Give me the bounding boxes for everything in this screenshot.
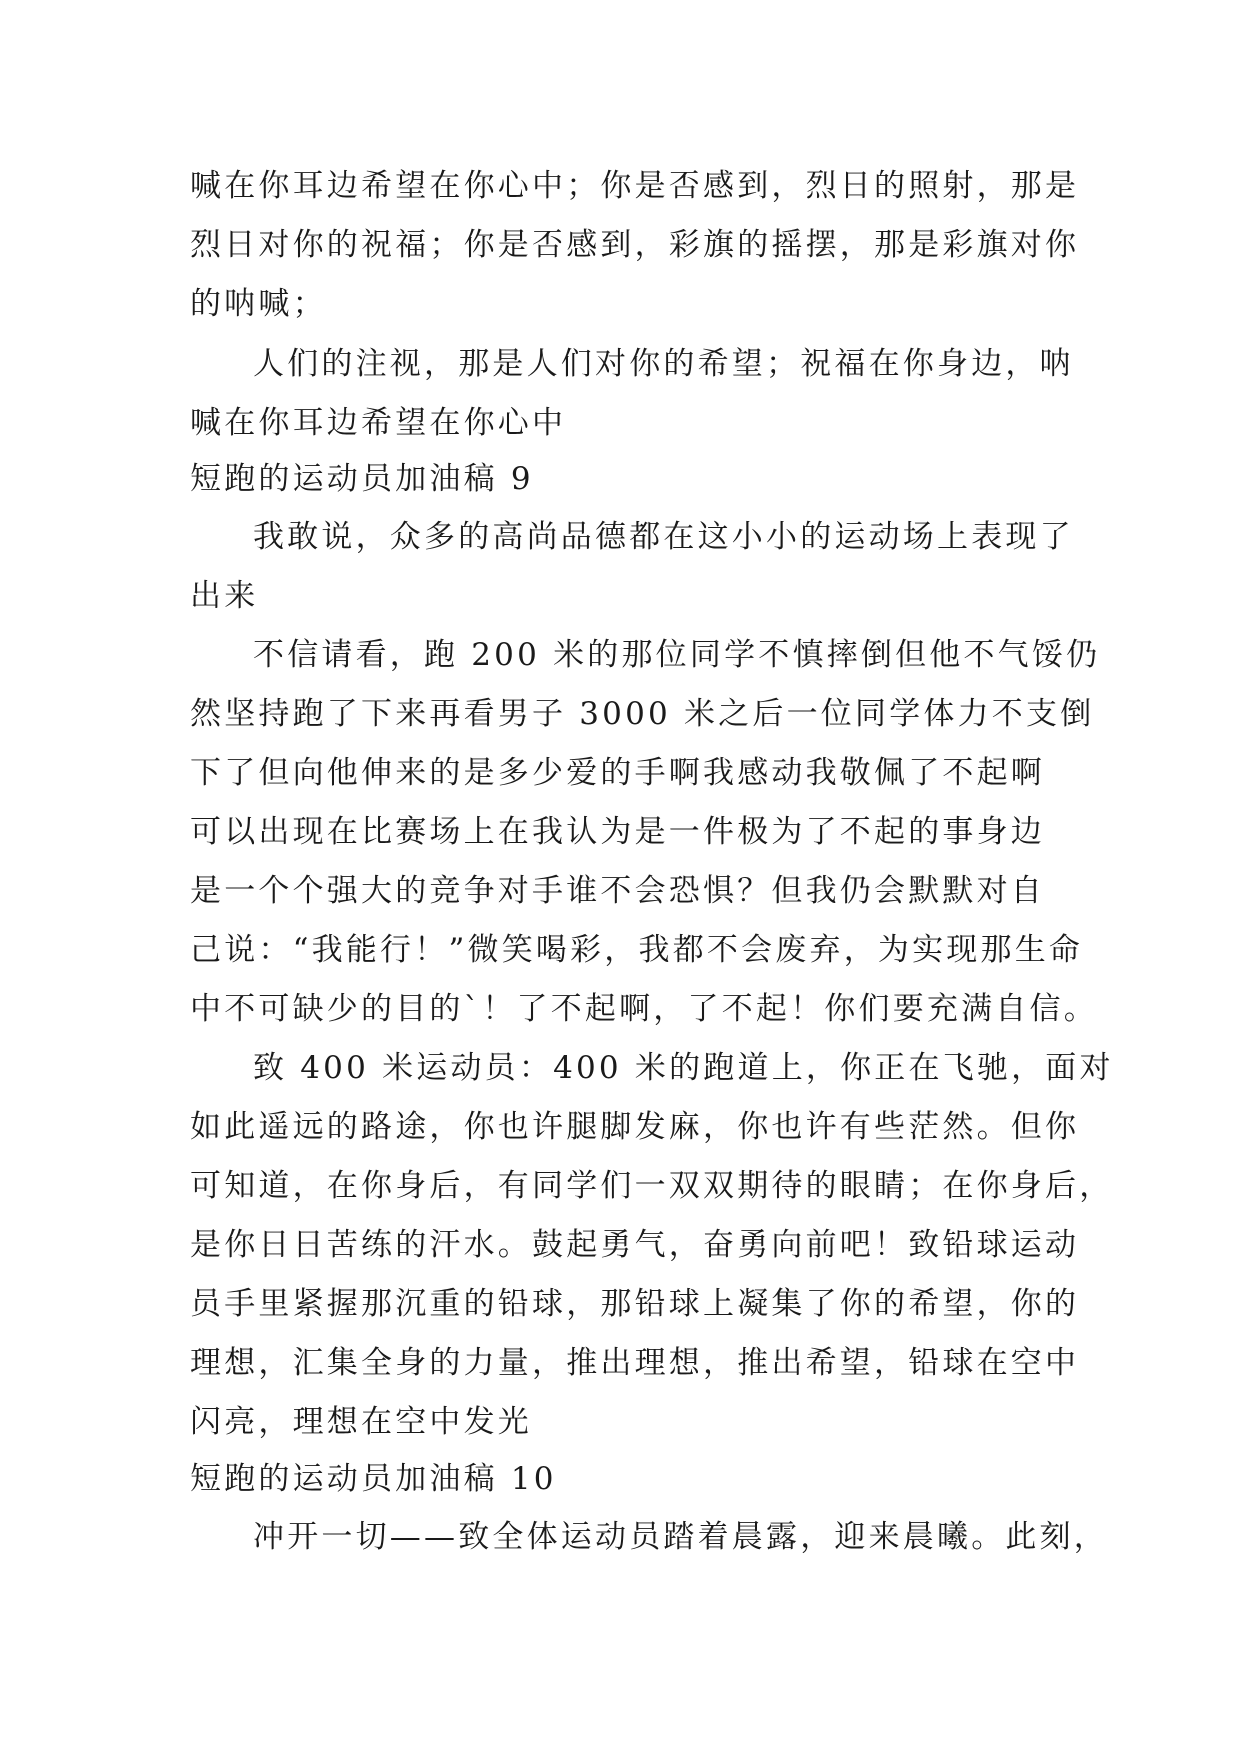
text-line: 中不可缺少的目的`！了不起啊，了不起！你们要充满自信。: [190, 991, 1098, 1027]
text-line: 可知道，在你身后，有同学们一双双期待的眼睛；在你身后，: [190, 1168, 1114, 1204]
section-heading: 短跑的运动员加油稿 10: [190, 1461, 557, 1497]
section-heading: 短跑的运动员加油稿 9: [190, 461, 534, 497]
text-line: 员手里紧握那沉重的铅球，那铅球上凝集了你的希望，你的: [190, 1286, 1080, 1322]
text-line: 闪亮，理想在空中发光: [190, 1404, 532, 1440]
text-line: 的呐喊；: [190, 286, 327, 322]
text-line: 是一个个强大的竞争对手谁不会恐惧？但我仍会默默对自: [190, 873, 1045, 909]
text-line: 烈日对你的祝福；你是否感到，彩旗的摇摆，那是彩旗对你: [190, 227, 1080, 263]
text-line: 己说：“我能行！”微笑喝彩，我都不会废弃，为实现那生命: [190, 932, 1084, 968]
text-line: 冲开一切——致全体运动员踏着晨露，迎来晨曦。此刻，: [253, 1519, 1108, 1555]
text-line: 下了但向他伸来的是多少爱的手啊我感动我敬佩了不起啊: [190, 755, 1045, 791]
text-line: 人们的注视，那是人们对你的希望；祝福在你身边，呐: [253, 346, 1074, 382]
text-line: 不信请看，跑 200 米的那位同学不慎摔倒但他不气馁仍: [253, 637, 1101, 673]
text-line: 如此遥远的路途，你也许腿脚发麻，你也许有些茫然。但你: [190, 1109, 1080, 1145]
text-line: 喊在你耳边希望在你心中；你是否感到，烈日的照射，那是: [190, 168, 1080, 204]
text-line: 是你日日苦练的汗水。鼓起勇气，奋勇向前吧！致铅球运动: [190, 1227, 1080, 1263]
text-line: 喊在你耳边希望在你心中: [190, 405, 567, 441]
text-line: 然坚持跑了下来再看男子 3000 米之后一位同学体力不支倒: [190, 696, 1095, 732]
text-line: 可以出现在比赛场上在我认为是一件极为了不起的事身边: [190, 814, 1045, 850]
text-line: 我敢说，众多的高尚品德都在这小小的运动场上表现了: [253, 519, 1074, 555]
text-line: 出来: [190, 578, 259, 614]
text-line: 理想，汇集全身的力量，推出理想，推出希望，铅球在空中: [190, 1345, 1080, 1381]
text-line: 致 400 米运动员：400 米的跑道上，你正在飞驰，面对: [253, 1050, 1114, 1086]
